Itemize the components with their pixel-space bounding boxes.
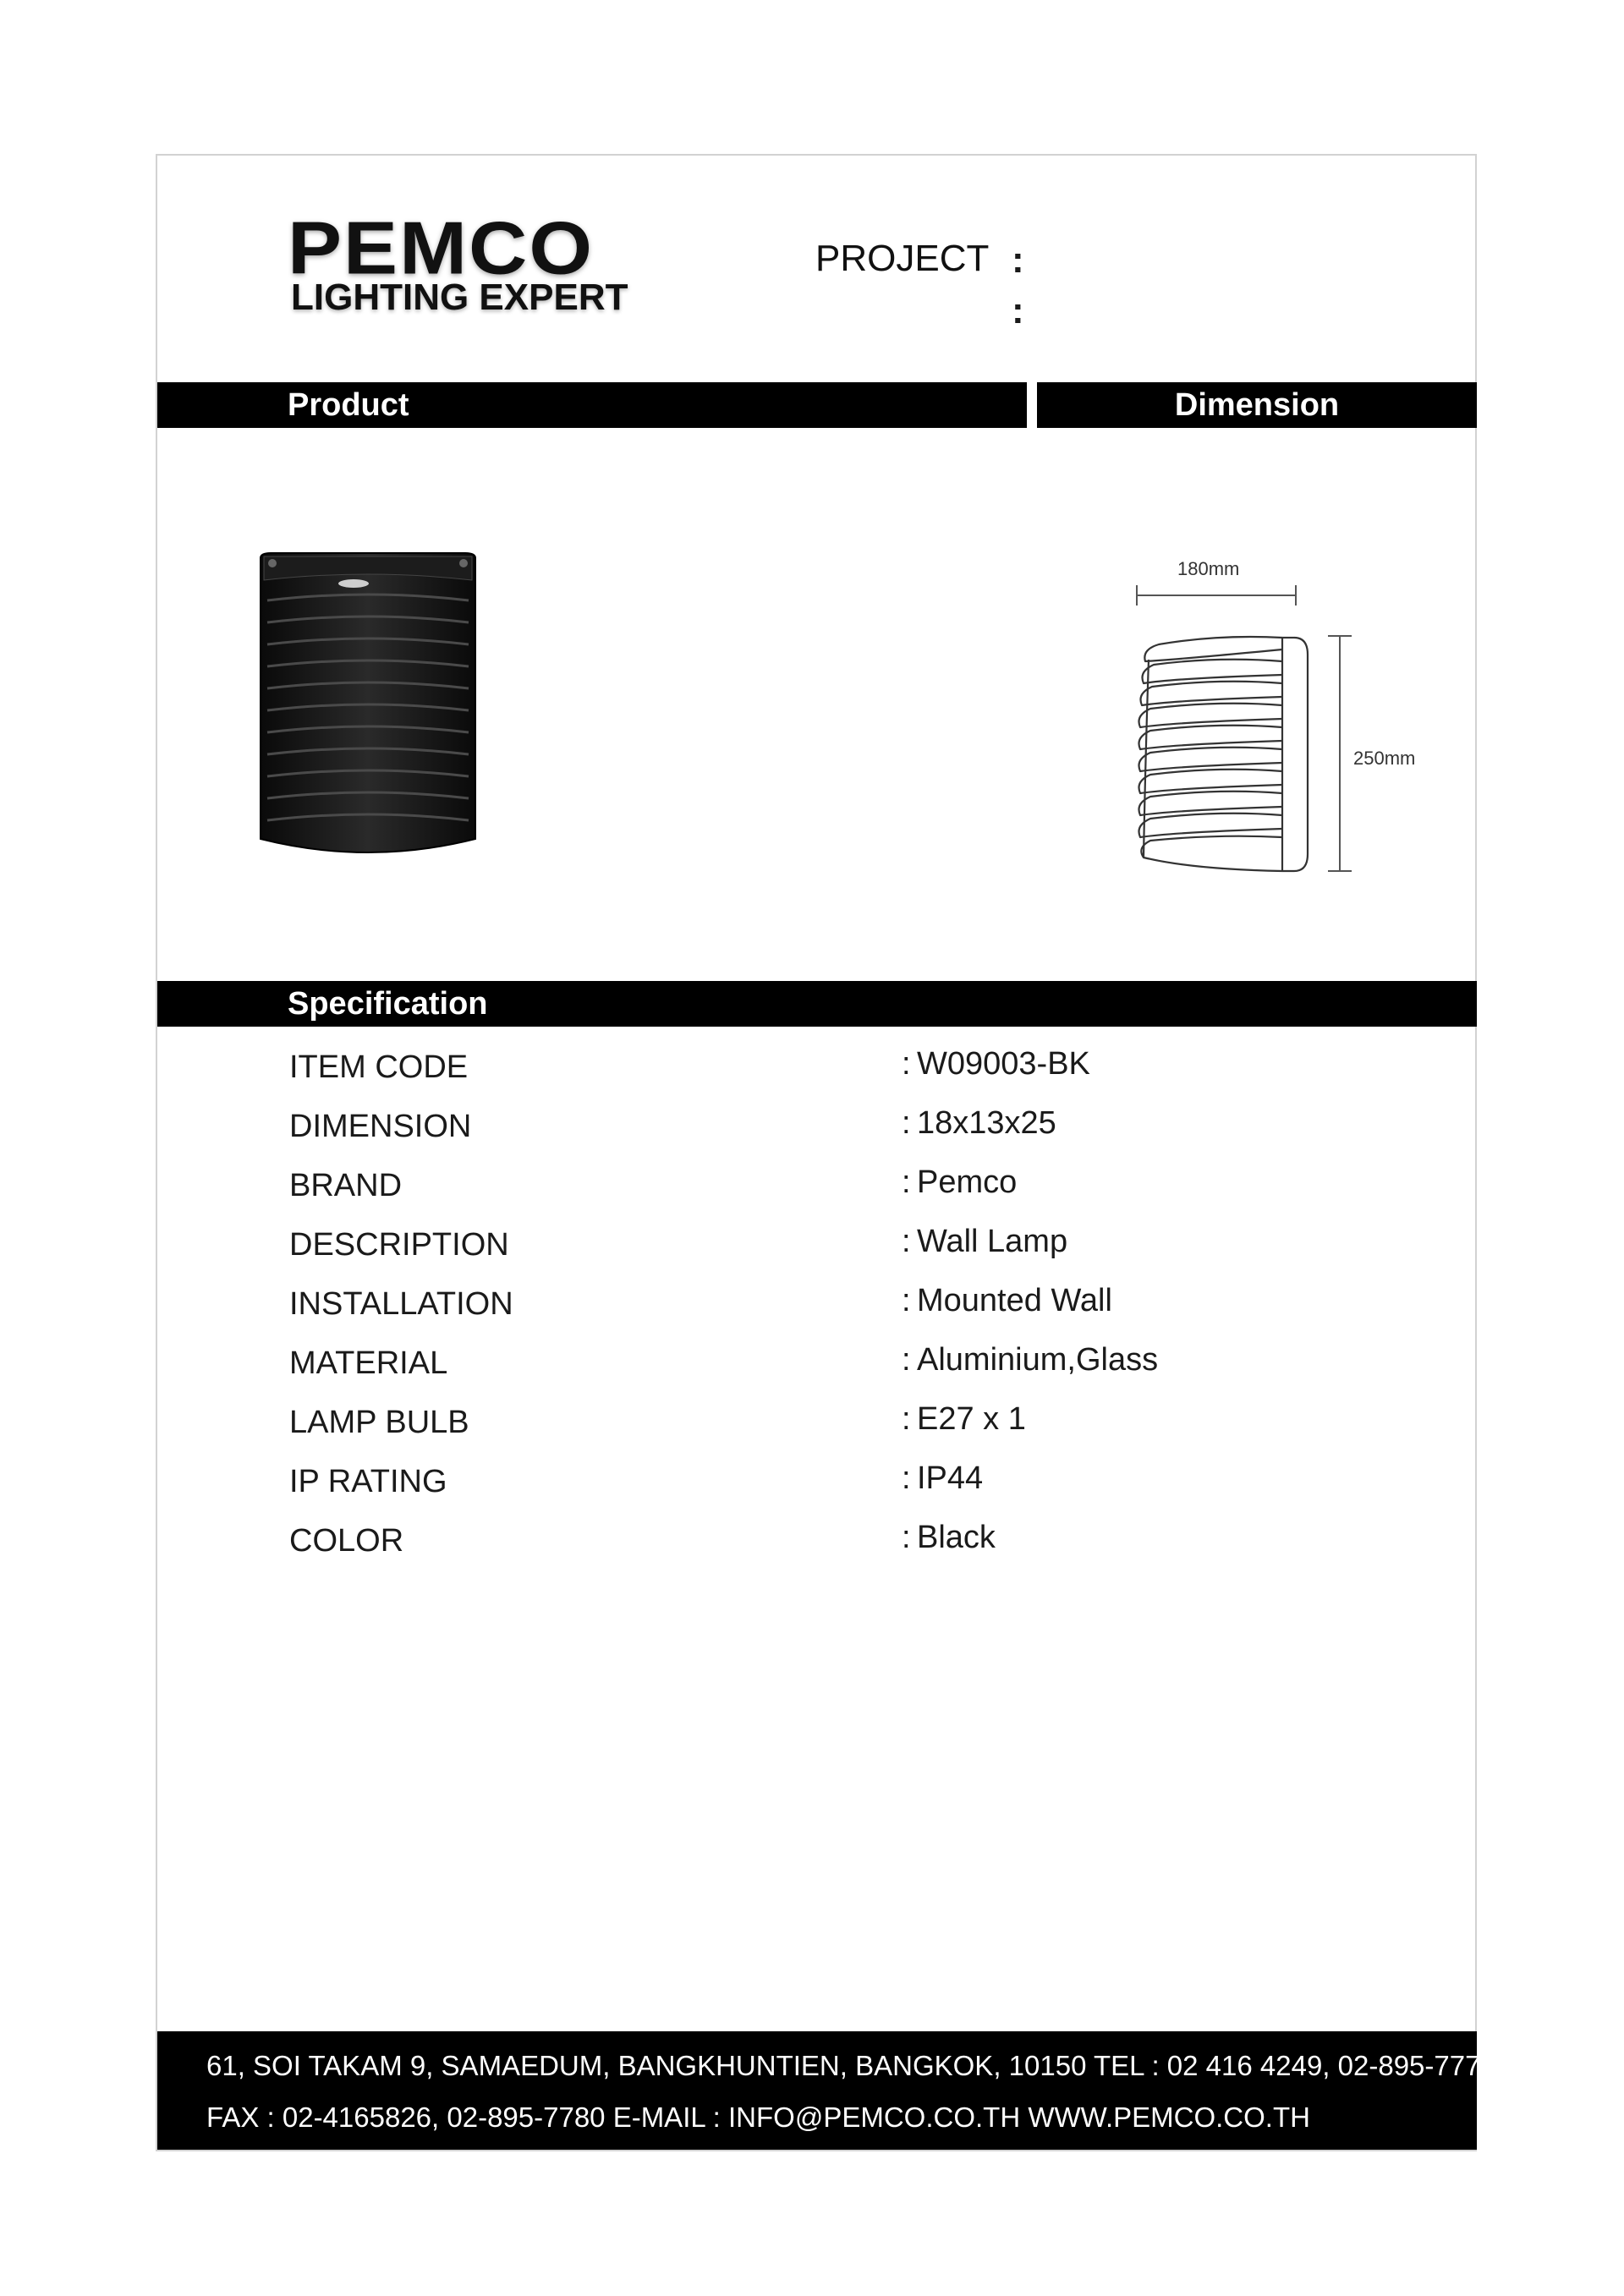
spec-value: Black: [917, 1520, 996, 1555]
specification-list: [289, 1044, 1304, 1576]
spec-value: Aluminium,Glass: [917, 1342, 1159, 1378]
dimension-height-label: 250mm: [1353, 748, 1416, 769]
spec-label: DIMENSION: [289, 1109, 472, 1144]
spec-value: Pemco: [917, 1164, 1018, 1200]
spec-row-ip-rating: [289, 1458, 1304, 1517]
project-label: PROJECT: [815, 238, 990, 279]
footer-contact: FAX : 02-4165826, 02-895-7780 E-MAIL : INFO@PEMCO.CO.TH WWW.PEMCO.CO.TH: [206, 2101, 1310, 2133]
spec-separator: :: [902, 1460, 911, 1496]
dimension-drawing: [1125, 551, 1446, 881]
brand-logo: [288, 206, 634, 321]
spec-separator: :: [902, 1342, 911, 1378]
spec-label: INSTALLATION: [289, 1286, 513, 1322]
spec-value: W09003-BK: [917, 1046, 1090, 1082]
logo-wordmark: PEMCO: [288, 206, 595, 290]
spec-label: LAMP BULB: [289, 1405, 469, 1440]
spec-separator: :: [902, 1105, 911, 1141]
section-product-header: Product: [157, 382, 1027, 428]
lamp-outline: [1139, 637, 1309, 871]
spec-row-installation: [289, 1280, 1304, 1340]
spec-value: 18x13x25: [917, 1105, 1056, 1141]
spec-row-color: [289, 1517, 1304, 1576]
project-colon: :: [1012, 239, 1024, 281]
spec-label: BRAND: [289, 1168, 403, 1203]
spec-label: DESCRIPTION: [289, 1227, 509, 1263]
logo-tagline: LIGHTING EXPERT: [291, 277, 628, 318]
spec-label: IP RATING: [289, 1464, 447, 1499]
spec-value: Mounted Wall: [917, 1283, 1112, 1318]
footer-address: 61, SOI TAKAM 9, SAMAEDUM, BANGKHUNTIEN, BANGKOK, 10150 TEL : 02 416 4249, 02-895-7778: [206, 2050, 1496, 2081]
project-colon-second: :: [1012, 290, 1024, 332]
spec-row-brand: [289, 1162, 1304, 1221]
spec-row-material: [289, 1340, 1304, 1399]
product-photo: [254, 551, 482, 873]
spec-separator: :: [902, 1520, 911, 1555]
spec-label: COLOR: [289, 1523, 404, 1559]
spec-value: E27 x 1: [917, 1401, 1026, 1437]
spec-separator: :: [902, 1401, 911, 1437]
spec-separator: :: [902, 1164, 911, 1200]
spec-row-description: [289, 1221, 1304, 1280]
spec-separator: :: [902, 1046, 911, 1082]
spec-row-dimension: [289, 1103, 1304, 1162]
section-dimension-header: Dimension: [1037, 382, 1477, 428]
contact-footer: [157, 2031, 1496, 2150]
spec-row-lamp-bulb: [289, 1399, 1304, 1458]
spec-value: Wall Lamp: [917, 1224, 1068, 1259]
lamp-badge: [338, 579, 369, 588]
lamp-screw-left: [268, 559, 277, 567]
spec-separator: :: [902, 1224, 911, 1259]
section-specification-header: Specification: [157, 981, 1477, 1027]
spec-row-item-code: [289, 1044, 1304, 1103]
lamp-screw-right: [459, 559, 468, 567]
width-measure-line: [1137, 585, 1296, 606]
spec-label: MATERIAL: [289, 1345, 448, 1381]
spec-label: ITEM CODE: [289, 1049, 469, 1085]
dimension-width-label: 180mm: [1177, 558, 1240, 579]
spec-value: IP44: [917, 1460, 984, 1496]
height-measure-line: [1328, 636, 1352, 871]
spec-separator: :: [902, 1283, 911, 1318]
